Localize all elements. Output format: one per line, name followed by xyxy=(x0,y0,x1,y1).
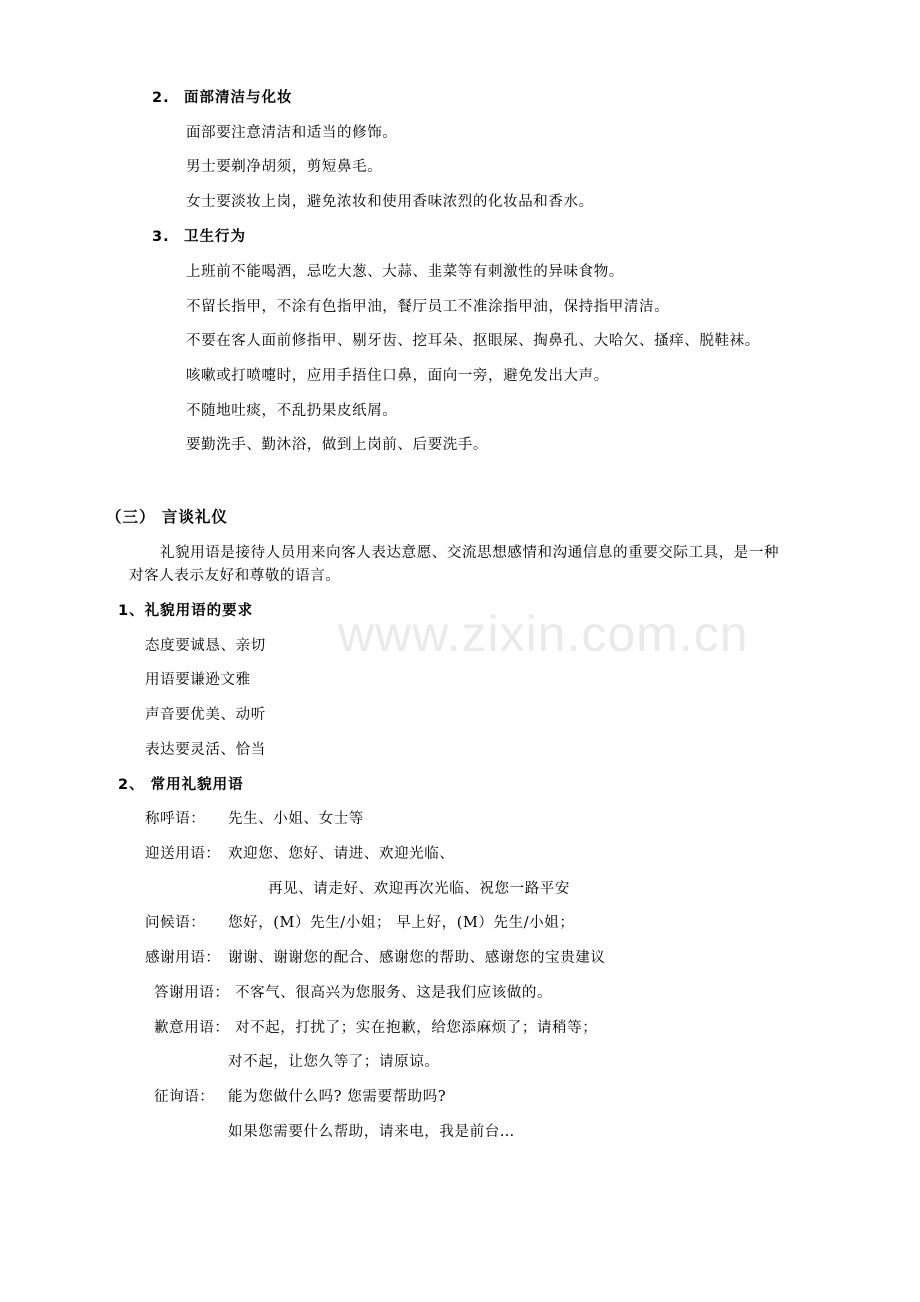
paragraph-line: 上班前不能喝酒，忌吃大葱、大蒜、韭菜等有刺激性的异味食物。 xyxy=(186,264,624,280)
paragraph-line: 不随地吐痰，不乱扔果皮纸屑。 xyxy=(186,403,398,419)
ask-label: 征询语： xyxy=(154,1089,215,1105)
part-3-title: （三） 言谈礼仪 xyxy=(106,508,228,526)
inquiry-text: 您好，(M）先生/小姐； 早上好，(M）先生/小姐； xyxy=(228,915,575,931)
ask-text-1: 能为您做什么吗? 您需要帮助吗? xyxy=(228,1089,447,1105)
reply-label: 答谢用语： xyxy=(154,985,230,1001)
apology-text-1: 对不起，打扰了；实在抱歉，给您添麻烦了；请稍等； xyxy=(235,1020,598,1036)
address-label: 称呼语： xyxy=(145,811,206,827)
greeting-text-1: 欢迎您、您好、请进、欢迎光临、 xyxy=(228,846,455,862)
paragraph-line: 男士要剃净胡须，剪短鼻毛。 xyxy=(186,159,383,175)
requirements-heading: 1、礼貌用语的要求 xyxy=(118,603,254,619)
paragraph-line: 面部要注意清洁和适当的修饰。 xyxy=(186,125,398,141)
apology-label: 歉意用语： xyxy=(154,1020,230,1036)
intro-line-2: 对客人表示友好和尊敬的语言。 xyxy=(129,568,341,584)
paragraph-line: 咳嗽或打喷嚏时，应用手捂住口鼻，面向一旁，避免发出大声。 xyxy=(186,368,609,384)
requirement-item: 表达要灵活、恰当 xyxy=(145,742,266,758)
thanks-label: 感谢用语： xyxy=(145,950,221,966)
apology-text-2: 对不起，让您久等了；请原谅。 xyxy=(228,1054,440,1070)
section-3-heading xyxy=(152,227,246,247)
section-3-title: 卫生行为 xyxy=(184,229,246,245)
greeting-label: 迎送用语： xyxy=(145,846,221,862)
inquiry-label: 问候语： xyxy=(145,915,206,931)
greeting-text-2: 再见、请走好、欢迎再次光临、祝您一路平安 xyxy=(268,881,570,897)
reply-text: 不客气、很高兴为您服务、这是我们应该做的。 xyxy=(235,985,553,1001)
section-2-title: 面部清洁与化妆 xyxy=(184,90,293,106)
requirement-item: 态度要诚恳、亲切 xyxy=(145,638,266,654)
address-text: 先生、小姐、女士等 xyxy=(228,811,364,827)
paragraph-line: 不要在客人面前修指甲、剔牙齿、挖耳朵、抠眼屎、掏鼻孔、大哈欠、搔痒、脱鞋袜。 xyxy=(186,333,760,349)
ask-text-2: 如果您需要什么帮助，请来电，我是前台… xyxy=(228,1124,515,1140)
intro-line-1: 礼貌用语是接待人员用来向客人表达意愿、交流思想感情和沟通信息的重要交际工具，是一种 xyxy=(160,545,780,561)
requirement-item: 声音要优美、动听 xyxy=(145,707,266,723)
paragraph-line: 要勤洗手、勤沐浴，做到上岗前、后要洗手。 xyxy=(186,437,488,453)
section-2-heading xyxy=(152,88,293,108)
paragraph-line: 不留长指甲，不涂有色指甲油，餐厅员工不准涂指甲油，保持指甲清洁。 xyxy=(186,299,670,315)
watermark: www.zixin.com.cn xyxy=(338,606,749,662)
section-2-number: 2. xyxy=(152,90,170,106)
section-3-number: 3. xyxy=(152,229,170,245)
paragraph-line: 女士要淡妆上岗，避免浓妆和使用香味浓烈的化妆品和香水。 xyxy=(186,194,594,210)
requirement-item: 用语要谦逊文雅 xyxy=(145,672,251,688)
thanks-text: 谢谢、谢谢您的配合、感谢您的帮助、感谢您的宝贵建议 xyxy=(228,950,606,966)
common-phrases-heading: 2、 常用礼貌用语 xyxy=(118,777,244,793)
